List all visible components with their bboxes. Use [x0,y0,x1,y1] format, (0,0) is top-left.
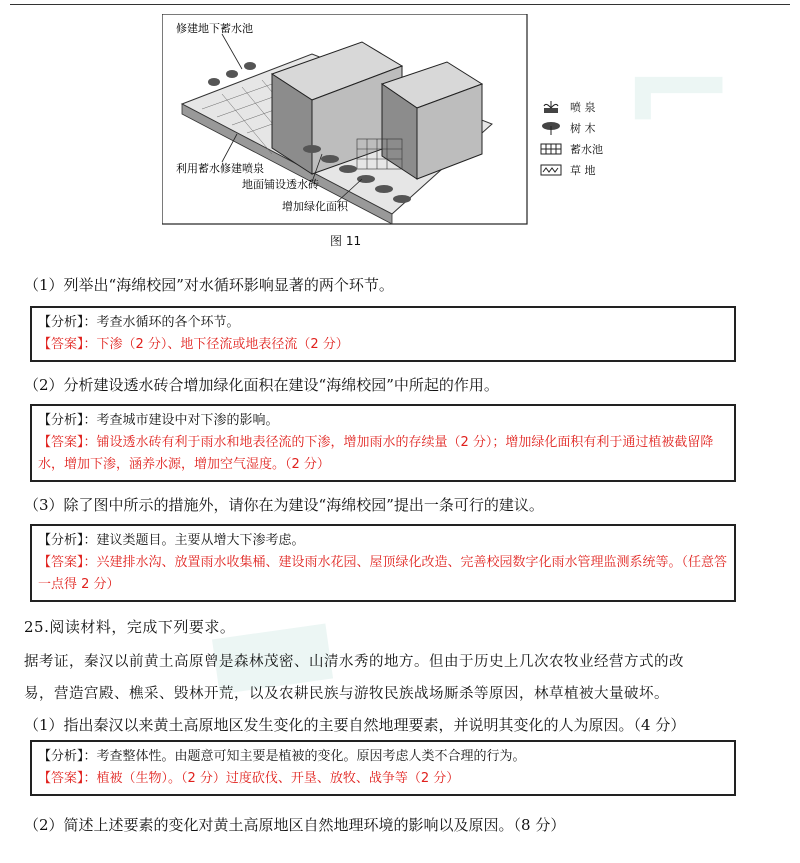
top-divider [10,4,790,5]
analysis-text: 【分析】：考查整体性。由题意可知主要是植被的变化。原因考虑人类不合理的行为。 [38,749,526,764]
question-1: （1）列举出“海绵校园”对水循环影响显著的两个环节。 [24,276,394,294]
answer-box-3 [30,524,736,602]
watermark-logo: ⌐ [620,10,738,173]
annotation-fountain: 利用蓄水修建喷泉 [176,162,264,175]
grass-icon [540,163,562,177]
legend-item-tree [540,117,603,138]
question-25-1: （1）指出秦汉以来黄土高原地区发生变化的主要自然地理要素，并说明其变化的人为原因。（4 分） [24,716,686,734]
analysis-text: 【分析】：建议类题目。主要从增大下渗考虑。 [38,533,305,548]
legend-item-reservoir [540,138,603,159]
legend-label: 树 木 [570,121,596,135]
answer-text: 【答案】：下渗（2 分）、地下径流或地表径流（2 分） [38,337,349,352]
watermark-logo: ▬ [188,550,354,744]
question-2: （2）分析建设透水砖合增加绿化面积在建设“海绵校园”中所起的作用。 [24,376,499,394]
legend-item-fountain [540,96,603,117]
material-line-1: 据考证，秦汉以前黄土高原曾是森林茂密、山清水秀的地方。但由于历史上几次农牧业经营方式的改 [24,654,684,670]
answer-box-2 [30,404,736,482]
analysis-text: 【分析】：考查水循环的各个环节。 [38,315,240,330]
question-25-title: 25.阅读材料，完成下列要求。 [24,618,236,636]
answer-box-1 [30,306,736,362]
answer-text: 【答案】：兴建排水沟、放置雨水收集桶、建设雨水花园、屋顶绿化改造、完善校园数字化雨水管理监测系统等。（任意答一点得 2 分） [38,555,728,592]
answer-text: 【答案】：植被（生物）。（2 分）过度砍伐、开垦、放牧、战争等（2 分） [38,771,460,786]
reservoir-icon [540,142,562,156]
tree-icon [540,121,562,135]
annotation-green-area: 增加绿化面积 [282,200,348,213]
legend-item-grass [540,159,603,180]
question-3: （3）除了图中所示的措施外，请你在为建设“海绵校园”提出一条可行的建议。 [24,496,544,514]
analysis-text: 【分析】：考查城市建设中对下渗的影响。 [38,413,279,428]
material-line-2: 易，营造宫殿、樵采、毁林开荒，以及农耕民族与游牧民族战场厮杀等原因，林草植被大量破坏。 [24,686,669,702]
legend-label: 草 地 [570,163,596,177]
legend-label: 蓄水池 [570,142,603,156]
figure-caption: 图 11 [330,234,362,248]
question-25-2: （2）简述上述要素的变化对黄土高原地区自然地理环境的影响以及原因。（8 分） [24,816,566,834]
answer-text: 【答案】：铺设透水砖有利于雨水和地表径流的下渗，增加雨水的存续量（2 分）；增加绿化面积有利于通过植被截留降水，增加下渗，涵养水源，增加空气湿度。（2 分） [38,435,714,472]
annotation-permeable-brick: 地面铺设透水砖 [242,178,319,191]
legend-label: 喷 泉 [570,100,596,114]
figure-legend [540,96,603,180]
annotation-reservoir: 修建地下蓄水池 [176,22,253,35]
answer-box-25-1 [30,740,736,796]
fountain-icon [540,100,562,114]
